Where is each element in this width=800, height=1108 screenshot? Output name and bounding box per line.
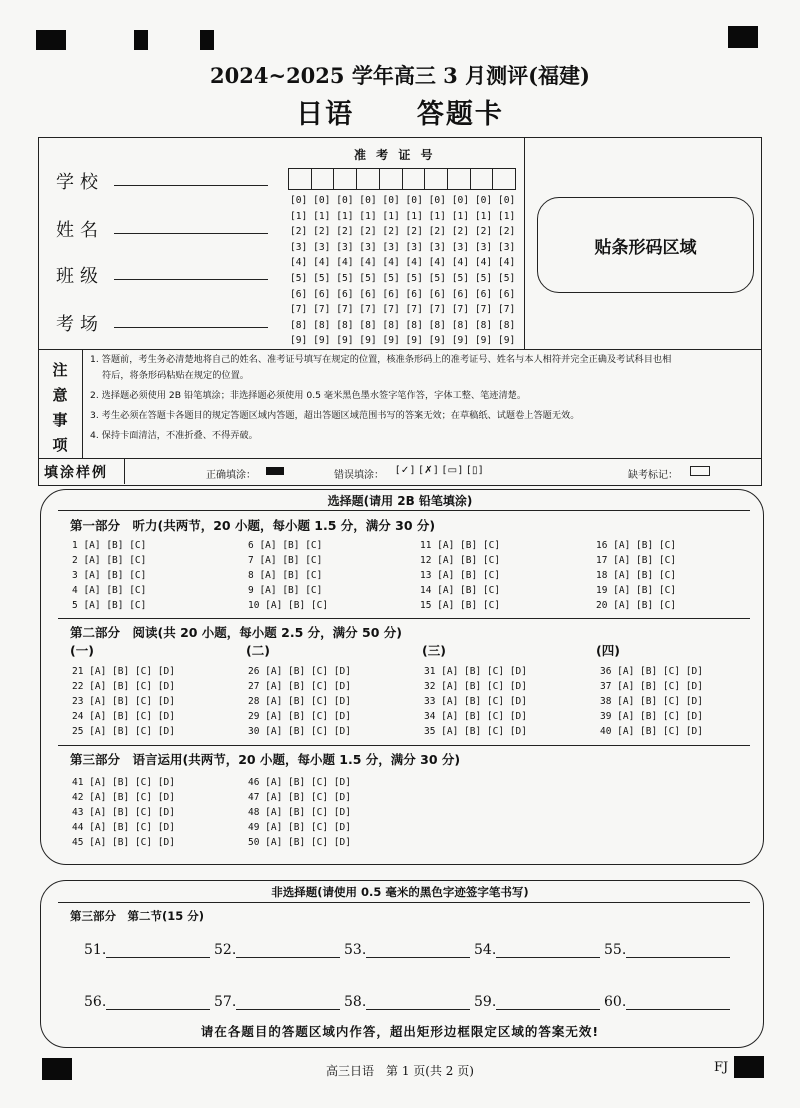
question-row[interactable]: 24 [A] [B] [C] [D] <box>72 711 175 723</box>
fill-example-divider <box>124 458 125 484</box>
digit-row[interactable]: [1] [1] [1] [1] [1] [1] [1] [1] [1] [1] <box>290 210 516 222</box>
digit-row[interactable]: [5] [5] [5] [5] [5] [5] [5] [5] [5] [5] <box>290 272 516 284</box>
question-row[interactable]: 44 [A] [B] [C] [D] <box>72 822 175 834</box>
answer-number: 52. <box>214 942 237 958</box>
nonchoice-header: 非选择题(请使用 0.5 毫米的黑色字迹签字笔书写) <box>271 885 529 899</box>
question-row[interactable]: 1 [A] [B] [C] <box>72 540 147 551</box>
question-row[interactable]: 33 [A] [B] [C] [D] <box>424 696 527 708</box>
part3-title: 第三部分 语言运用(共两节，20 小题，每小题 1.5 分，满分 30 分) <box>70 752 461 767</box>
choice-header-line <box>58 510 750 511</box>
question-row[interactable]: 13 [A] [B] [C] <box>420 570 501 582</box>
digit-row[interactable]: [6] [6] [6] [6] [6] [6] [6] [6] [6] [6] <box>290 288 516 300</box>
correct-fill-label: 正确填涂： <box>206 470 256 481</box>
card-title <box>0 92 800 131</box>
school-label: 学校 <box>56 172 104 193</box>
zkz-cell[interactable] <box>357 169 380 189</box>
digit-row[interactable]: [4] [4] [4] [4] [4] [4] [4] [4] [4] [4] <box>290 257 516 269</box>
question-row[interactable]: 49 [A] [B] [C] [D] <box>248 822 351 834</box>
answer-57[interactable] <box>214 994 340 1010</box>
question-row[interactable]: 32 [A] [B] [C] [D] <box>424 681 527 693</box>
notes-divider-vertical <box>82 349 83 459</box>
note-item: 符后，将条形码粘贴在规定的位置。 <box>102 370 249 381</box>
answer-59[interactable] <box>474 994 600 1010</box>
zkz-cell[interactable] <box>448 169 471 189</box>
part3-col-1[interactable] <box>72 775 175 850</box>
zkz-label: 准 考 证 号 <box>354 148 436 162</box>
absent-mark-box[interactable] <box>690 466 710 476</box>
digit-row[interactable]: [7] [7] [7] [7] [7] [7] [7] [7] [7] [7] <box>290 304 516 316</box>
nonchoice-part-title: 第三部分 第二节(15 分) <box>70 909 205 923</box>
question-row[interactable]: 36 [A] [B] [C] [D] <box>600 666 703 677</box>
question-row[interactable]: 34 [A] [B] [C] [D] <box>424 711 527 723</box>
zkz-cell[interactable] <box>403 169 426 189</box>
question-row[interactable]: 28 [A] [B] [C] [D] <box>248 696 351 708</box>
question-row[interactable]: 9 [A] [B] [C] <box>248 585 323 597</box>
school-field[interactable] <box>114 185 268 186</box>
answer-line[interactable] <box>626 943 730 958</box>
part2-sub-4: (四) <box>596 643 620 658</box>
note-item: 3. 考生必须在答题卡各题目的规定答题区域内答题，超出答题区域范围书写的答案无效；在草稿纸、试题卷上答题无效。 <box>90 410 580 421</box>
registration-mark-top-2 <box>134 30 148 50</box>
digit-row[interactable]: [9] [9] [9] [9] [9] [9] [9] [9] [9] [9] <box>290 335 516 347</box>
question-row[interactable]: 35 [A] [B] [C] [D] <box>424 726 527 738</box>
question-row[interactable]: 8 [A] [B] [C] <box>248 570 323 582</box>
part2-divider <box>58 745 750 746</box>
registration-mark-top-right <box>728 26 758 48</box>
class-field[interactable] <box>114 279 268 280</box>
page-footer: 高三日语 第 1 页(共 2 页) <box>326 1064 474 1078</box>
question-row[interactable]: 31 [A] [B] [C] [D] <box>424 666 527 677</box>
answer-line[interactable] <box>106 995 210 1010</box>
question-row[interactable]: 7 [A] [B] [C] <box>248 555 323 567</box>
question-row[interactable]: 10 [A] [B] [C] <box>248 600 329 612</box>
answer-number: 53. <box>344 942 367 958</box>
question-row[interactable]: 26 [A] [B] [C] [D] <box>248 666 351 677</box>
answer-53[interactable] <box>344 942 470 958</box>
zkz-cell[interactable] <box>380 169 403 189</box>
part1-divider <box>58 618 750 619</box>
question-row[interactable]: 47 [A] [B] [C] [D] <box>248 792 351 804</box>
answer-number: 57. <box>214 994 237 1010</box>
notes-heading-char: 意 <box>52 386 68 404</box>
registration-mark-top-left <box>36 30 66 50</box>
choice-section-header: 选择题(请用 2B 铅笔填涂) <box>327 494 473 508</box>
answer-56[interactable] <box>84 994 210 1010</box>
part1-col-4[interactable] <box>596 538 676 613</box>
question-row[interactable]: 20 [A] [B] [C] <box>596 600 677 612</box>
answer-number: 58. <box>344 994 367 1010</box>
zkz-cell[interactable] <box>493 169 515 189</box>
question-row[interactable]: 27 [A] [B] [C] [D] <box>248 681 351 693</box>
part1-col-2[interactable] <box>248 538 328 613</box>
subject-label: 日语 <box>296 99 355 130</box>
part1-col-3[interactable] <box>420 538 500 613</box>
registration-mark-top-3 <box>200 30 214 50</box>
notes-heading-char: 项 <box>52 436 68 454</box>
part2-col-4[interactable] <box>600 664 703 739</box>
zkz-digit-bubbles[interactable] <box>290 193 516 349</box>
part2-col-1[interactable] <box>72 664 175 739</box>
question-row[interactable]: 11 [A] [B] [C] <box>420 540 501 551</box>
question-row[interactable]: 5 [A] [B] [C] <box>72 600 147 612</box>
barcode-area <box>537 197 754 293</box>
question-row[interactable]: 45 [A] [B] [C] [D] <box>72 837 175 849</box>
zkz-input-grid[interactable] <box>288 168 516 190</box>
question-row[interactable]: 2 [A] [B] [C] <box>72 555 147 567</box>
notes-heading-char: 事 <box>52 411 68 429</box>
question-row[interactable]: 3 [A] [B] [C] <box>72 570 147 582</box>
note-item: 1. 答题前，考生务必清楚地将自己的姓名、准考证号填写在规定的位置，核准条形码上的准考证号、姓名与本人相符并完全正确及考试科目也相 <box>90 354 672 365</box>
digit-row[interactable]: [8] [8] [8] [8] [8] [8] [8] [8] [8] [8] <box>290 319 516 331</box>
answer-51[interactable] <box>84 942 210 958</box>
answer-line[interactable] <box>496 943 600 958</box>
question-row[interactable]: 41 [A] [B] [C] [D] <box>72 777 175 788</box>
question-row[interactable]: 15 [A] [B] [C] <box>420 600 501 612</box>
answer-line[interactable] <box>626 995 730 1010</box>
part1-title: 第一部分 听力(共两节，20 小题，每小题 1.5 分，满分 30 分) <box>70 518 436 533</box>
question-row[interactable]: 30 [A] [B] [C] [D] <box>248 726 351 738</box>
answer-60[interactable] <box>604 994 730 1010</box>
question-row[interactable]: 46 [A] [B] [C] [D] <box>248 777 351 788</box>
question-row[interactable]: 38 [A] [B] [C] [D] <box>600 696 703 708</box>
answer-54[interactable] <box>474 942 600 958</box>
part2-col-2[interactable] <box>248 664 351 739</box>
note-item: 4. 保持卡面清洁，不准折叠、不得弄破。 <box>90 430 258 441</box>
zkz-cell[interactable] <box>289 169 312 189</box>
boundary-warning: 请在各题目的答题区域内作答，超出矩形边框限定区域的答案无效! <box>200 1024 600 1039</box>
answer-line[interactable] <box>366 995 470 1010</box>
question-row[interactable]: 29 [A] [B] [C] [D] <box>248 711 351 723</box>
answer-line[interactable] <box>236 995 340 1010</box>
question-row[interactable]: 17 [A] [B] [C] <box>596 555 677 567</box>
digit-row[interactable]: [3] [3] [3] [3] [3] [3] [3] [3] [3] [3] <box>290 241 516 253</box>
nonchoice-header-line <box>58 902 750 903</box>
answer-line[interactable] <box>106 943 210 958</box>
question-row[interactable]: 42 [A] [B] [C] [D] <box>72 792 175 804</box>
fill-example-label: 填涂样例 <box>44 465 108 481</box>
answer-52[interactable] <box>214 942 340 958</box>
answer-line[interactable] <box>366 943 470 958</box>
part2-sub-3: (三) <box>422 643 446 658</box>
question-row[interactable]: 23 [A] [B] [C] [D] <box>72 696 175 708</box>
correct-fill-mark <box>266 467 284 475</box>
question-row[interactable]: 12 [A] [B] [C] <box>420 555 501 567</box>
exam-room-field[interactable] <box>114 327 268 328</box>
question-row[interactable]: 14 [A] [B] [C] <box>420 585 501 597</box>
part2-title: 第二部分 阅读(共 20 小题，每小题 2.5 分，满分 50 分) <box>70 625 402 640</box>
answer-number: 60. <box>604 994 627 1010</box>
notes-list <box>90 352 780 444</box>
answer-card-label: 答题卡 <box>416 99 504 130</box>
question-row[interactable]: 22 [A] [B] [C] [D] <box>72 681 175 693</box>
note-item: 2. 选择题必须使用 2B 铅笔填涂；非选择题必须使用 0.5 毫米黑色墨水签字笔作答，字体工整、笔迹清楚。 <box>90 390 527 401</box>
name-label: 姓名 <box>56 220 104 241</box>
info-divider-vertical <box>524 137 525 349</box>
part1-col-1[interactable] <box>72 538 146 613</box>
question-row[interactable]: 43 [A] [B] [C] [D] <box>72 807 175 819</box>
class-label: 班级 <box>56 266 104 287</box>
digit-row[interactable]: [0] [0] [0] [0] [0] [0] [0] [0] [0] [0] <box>290 195 516 206</box>
question-row[interactable]: 4 [A] [B] [C] <box>72 585 147 597</box>
notes-heading <box>50 358 70 458</box>
answer-58[interactable] <box>344 994 470 1010</box>
question-row[interactable]: 6 [A] [B] [C] <box>248 540 323 551</box>
barcode-area-label: 贴条形码区域 <box>594 237 697 258</box>
question-row[interactable]: 37 [A] [B] [C] [D] <box>600 681 703 693</box>
wrong-fill-marks: [✓] [✗] [▭] [▯] <box>396 465 484 476</box>
exam-title: 2024~2025 学年高三 3 月测评(福建) <box>210 63 590 88</box>
answer-number: 56. <box>84 994 107 1010</box>
part3-col-2[interactable] <box>248 775 351 850</box>
question-row[interactable]: 40 [A] [B] [C] [D] <box>600 726 703 738</box>
info-divider-horizontal-1 <box>38 349 761 350</box>
answer-line[interactable] <box>236 943 340 958</box>
answer-number: 54. <box>474 942 497 958</box>
question-row[interactable]: 21 [A] [B] [C] [D] <box>72 666 175 677</box>
wrong-fill-label: 错误填涂： <box>334 470 384 481</box>
question-row[interactable]: 19 [A] [B] [C] <box>596 585 677 597</box>
zkz-cell[interactable] <box>312 169 335 189</box>
question-row[interactable]: 48 [A] [B] [C] [D] <box>248 807 351 819</box>
zkz-cell[interactable] <box>425 169 448 189</box>
part2-col-3[interactable] <box>424 664 527 739</box>
part2-sub-2: (二) <box>246 643 270 658</box>
notes-heading-char: 注 <box>52 361 68 379</box>
question-row[interactable]: 50 [A] [B] [C] [D] <box>248 837 351 849</box>
name-field[interactable] <box>114 233 268 234</box>
part2-sub-1: (一) <box>70 643 94 658</box>
answer-number: 59. <box>474 994 497 1010</box>
answer-number: 51. <box>84 942 107 958</box>
absent-label: 缺考标记： <box>628 470 678 481</box>
region-code: FJ <box>714 1060 729 1075</box>
answer-55[interactable] <box>604 942 730 958</box>
zkz-cell[interactable] <box>334 169 357 189</box>
info-divider-horizontal-2 <box>38 458 761 459</box>
zkz-cell[interactable] <box>471 169 494 189</box>
question-row[interactable]: 39 [A] [B] [C] [D] <box>600 711 703 723</box>
answer-line[interactable] <box>496 995 600 1010</box>
question-row[interactable]: 18 [A] [B] [C] <box>596 570 677 582</box>
digit-row[interactable]: [2] [2] [2] [2] [2] [2] [2] [2] [2] [2] <box>290 226 516 238</box>
answer-number: 55. <box>604 942 627 958</box>
question-row[interactable]: 16 [A] [B] [C] <box>596 540 677 551</box>
question-row[interactable]: 25 [A] [B] [C] [D] <box>72 726 175 738</box>
exam-room-label: 考场 <box>56 314 104 335</box>
